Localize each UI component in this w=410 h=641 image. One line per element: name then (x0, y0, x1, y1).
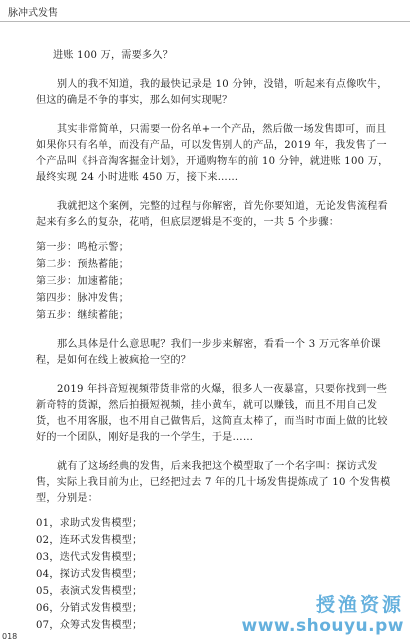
paragraph-case: 我就把这个案例，完整的过程与你解密，首先你要知道，无论发售流程看起来有多么的复杂，花哨，但底层逻辑是不变的，一共 5 个步骤： (36, 201, 388, 228)
list-item: 第三步：加速蓄能； (36, 276, 130, 287)
watermark (241, 594, 404, 636)
watermark-url: www.shouyu.pw (241, 616, 404, 636)
list-item: 第五步：继续蓄能； (36, 310, 130, 321)
paragraph-record: 别人的我不知道，我的最快记录是 10 分钟，没错，听起来有点像吹牛，但这的确是不争的事实，那么如何实现呢？ (36, 79, 388, 106)
list-item: 03，迭代式发售模型； (36, 552, 143, 563)
list-item: 第二步：预热蓄能； (36, 259, 130, 270)
steps-list (36, 239, 392, 324)
document-body (36, 48, 392, 634)
list-item: 05，表演式发售模型； (36, 586, 143, 597)
paragraph-explain: 那么具体是什么意思呢？我们一步步来解密，看看一个 3 万元客单价课程，是如何在线上被疯抢一空的？ (36, 339, 381, 366)
watermark-text: 授渔资源 (315, 594, 404, 616)
list-item: 01，求助式发售模型； (36, 518, 143, 529)
header-title: 脉冲式发售 (8, 8, 58, 19)
paragraph-story: 2019 年抖音短视频带货非常的火爆，很多人一夜暴富，只要你找到一些新奇特的货源，然后拍摄短视频，挂小黄车，就可以赚钱，而且不用自己发货，也不用客服，也不用自己做售后，这简直太棒了，而当时市面上做的比较好的一个团队，刚好是我的一个学生，于是…… (36, 384, 388, 443)
list-item: 第一步：鸣枪示警； (36, 242, 130, 253)
paragraph-method: 其实非常简单，只需要一份名单+一个产品，然后做一场发售即可，而且如果你只有名单，而没有产品，可以发售别人的产品，2019 年，我发售了一个产品叫《抖音淘客掘金计划》，开通购物车的前 10 分钟，就进账 100 万，最终实现 24 小时进账 450 万，接下来…… (36, 124, 389, 183)
list-item: 第四步：脉冲发售； (36, 293, 130, 304)
list-item: 04，探访式发售模型； (36, 569, 143, 580)
list-item: 02，连环式发售模型； (36, 535, 143, 546)
paragraph-models-intro: 就有了这场经典的发售，后来我把这个模型取了一个名字叫：探访式发售，实际上我目前为止，已经把过去 7 年的几十场发售提炼成了 10 个发售模型，分别是： (36, 461, 391, 504)
list-item: 07，众筹式发售模型； (36, 620, 143, 631)
paragraph-intro-question: 进账 100 万，需要多久？ (53, 50, 174, 61)
page-number: 018 (2, 632, 18, 641)
list-item: 06，分销式发售模型； (36, 603, 143, 614)
header-divider (0, 21, 410, 22)
